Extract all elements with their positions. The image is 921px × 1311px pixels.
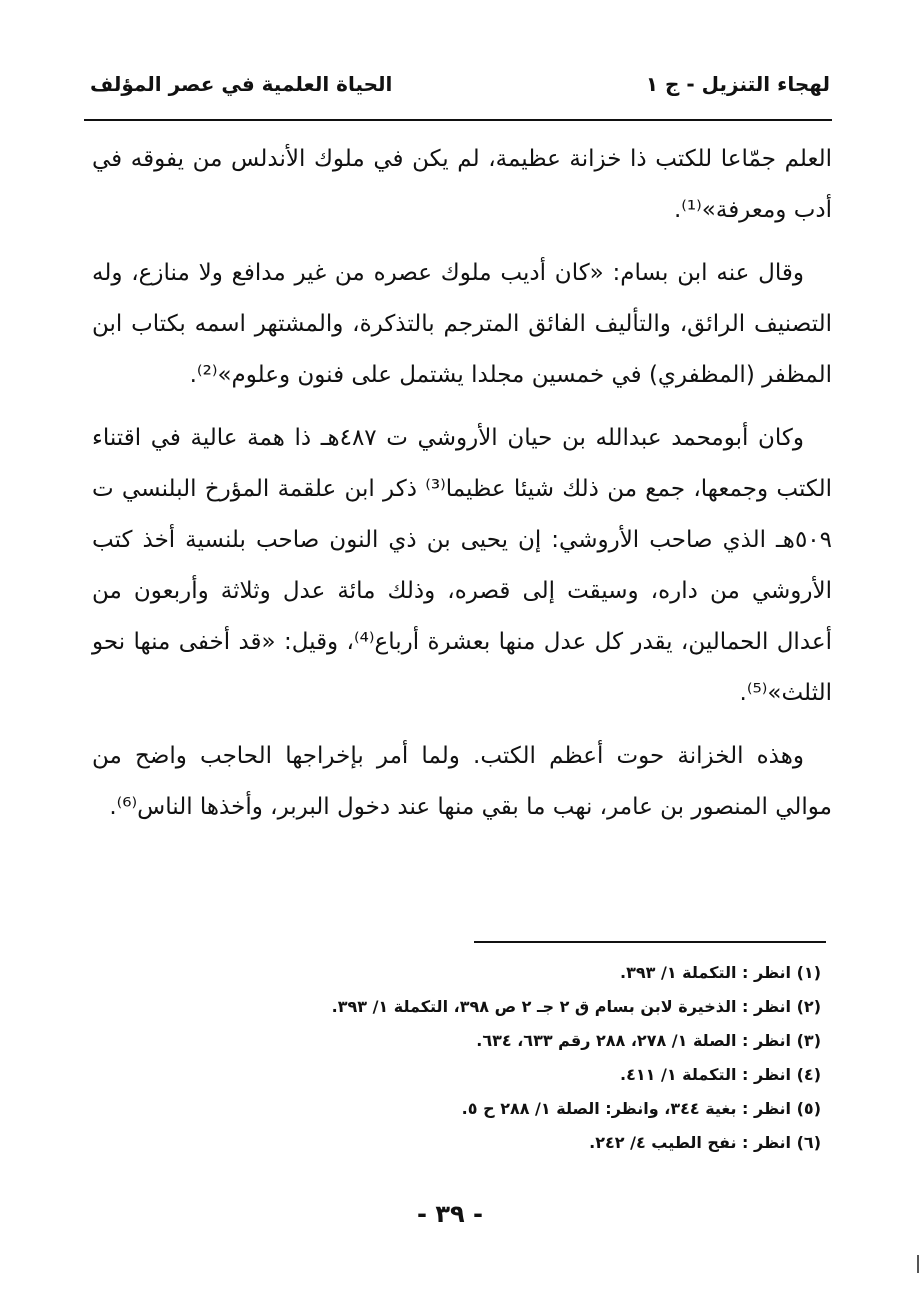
footnote-6: (٦) انظر : نفح الطيب ٤/ ٢٤٢. — [589, 1133, 821, 1152]
footnote-divider — [474, 941, 826, 943]
footnote-1: (١) انظر : التكملة ١/ ٣٩٣. — [620, 963, 821, 982]
running-header — [90, 62, 830, 106]
footnote-4: (٤) انظر : التكملة ١/ ٤١١. — [620, 1065, 821, 1084]
header-divider — [84, 119, 832, 121]
scan-edge-mark — [917, 1255, 919, 1273]
footnote-3: (٣) انظر : الصلة ١/ ٢٧٨، ٢٨٨ رقم ٦٣٣، ٦٣٤. — [476, 1031, 821, 1050]
footnote-5: (٥) انظر : بغية ٣٤٤، وانظر: الصلة ١/ ٢٨٨ ح ٥. — [461, 1099, 821, 1118]
paragraph-3: وكان أبومحمد عبدالله بن حيان الأروشي ت ٤٨٧هـ ذا همة عالية في اقتناء الكتب وجمعها، جمع من ذلك شيئا عظيما⁽³⁾ ذكر ابن علقمة المؤرخ البلنسي ت ٥٠٩هـ الذي صاحب الأروشي: إن يحيى بن ذي النون صاحب بلنسية أخذ كتب الأروشي من داره، وسيقت إلى قصره، وذلك مائة عدل وثلاثة وأربعون من أعدال الحمالين، يقدر كل عدل منها بعشرة أرباع⁽⁴⁾، وقيل: «قد أخفى منها نحو الثلث»⁽⁵⁾. — [92, 425, 833, 706]
page-number: - ٣٩ - — [417, 1200, 483, 1228]
paragraph-1: العلم جمّاعا للكتب ذا خزانة عظيمة، لم يكن في ملوك الأندلس من يفوقه في أدب ومعرفة»⁽¹⁾. — [92, 146, 832, 223]
main-text — [92, 134, 832, 845]
header-chapter-title: الحياة العلمية في عصر المؤلف — [90, 72, 393, 96]
paragraph-4: وهذه الخزانة حوت أعظم الكتب. ولما أمر بإخراجها الحاجب واضح من موالي المنصور بن عامر، نهب ما بقي منها عند دخول البربر، وأخذها الناس⁽⁶⁾. — [92, 743, 832, 820]
header-book-volume: لهجاء التنزيل - ج ١ — [645, 72, 830, 96]
footnotes — [201, 956, 821, 1160]
footnote-2: (٢) انظر : الذخيرة لابن بسام ق ٢ جـ ٢ ص ٣٩٨، التكملة ١/ ٣٩٣. — [331, 997, 821, 1016]
paragraph-2: وقال عنه ابن بسام: «كان أديب ملوك عصره من غير مدافع ولا منازع، وله التصنيف الرائق، والتأليف الفائق المترجم بالتذكرة، والمشتهر اسمه بكتاب ابن المظفر (المظفري) في خمسين مجلدا يشتمل على فنون وعلوم»⁽²⁾. — [92, 260, 832, 388]
